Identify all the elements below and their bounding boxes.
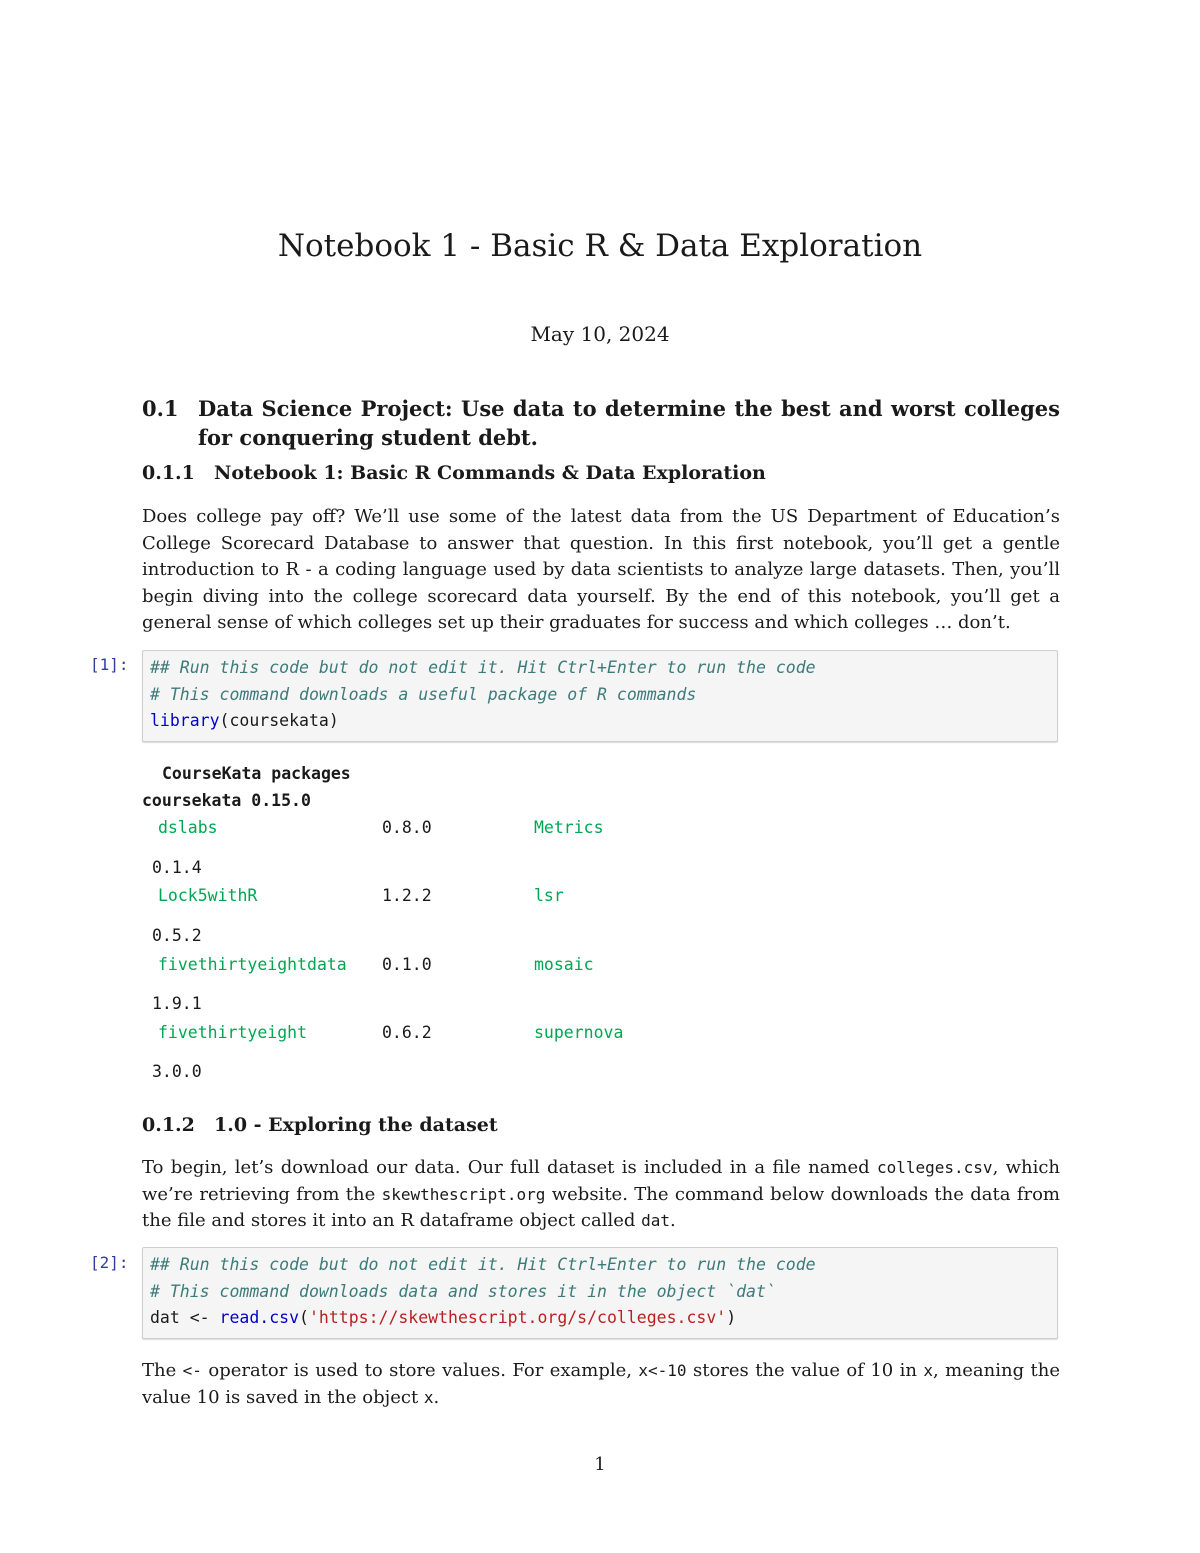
text: , meaning the value 10 is saved in the object xyxy=(142,1360,1060,1408)
section-number: 0.1 xyxy=(142,396,179,421)
package-name: Metrics xyxy=(534,818,604,837)
code-string: 'https://skewthescript.org/s/colleges.csv' xyxy=(308,1308,727,1328)
package-version: 0.1.0 xyxy=(382,955,432,974)
code-argument: (coursekata) xyxy=(219,711,339,731)
code-paren: ) xyxy=(726,1308,737,1328)
dataset-paragraph xyxy=(142,1155,1060,1235)
code-comment: # This command downloads a useful package of R commands xyxy=(150,684,697,704)
subsection-heading-2 xyxy=(142,1114,1060,1136)
cell-prompt: [1]: xyxy=(90,655,129,674)
package-name: lsr xyxy=(534,886,564,905)
code-comment: ## Run this code but do not edit it. Hit Ctrl+Enter to run the code xyxy=(150,1255,816,1274)
package-version: 0.8.0 xyxy=(382,818,432,837)
inline-code: x xyxy=(423,1387,434,1407)
code-function: read.csv xyxy=(219,1308,300,1328)
inline-code: x<-10 xyxy=(638,1361,687,1380)
inline-code: dat xyxy=(641,1211,671,1231)
document-title: Notebook 1 - Basic R & Data Exploration xyxy=(277,228,923,264)
code-function: library xyxy=(150,711,220,731)
package-version: 1.9.1 xyxy=(152,994,202,1013)
code-assignment: dat <- xyxy=(150,1308,220,1328)
code-paren: ( xyxy=(299,1308,309,1328)
package-version: 3.0.0 xyxy=(152,1062,202,1081)
text: . xyxy=(433,1386,440,1408)
output-version-line: coursekata 0.15.0 xyxy=(142,791,311,810)
section-title: Data Science Project: Use data to determine the best and worst colleges for conquering student debt. xyxy=(198,396,1060,450)
package-name: dslabs xyxy=(158,818,218,837)
code-comment: ## Run this code but do not edit it. Hit Ctrl+Enter to run the code xyxy=(150,658,816,677)
code-cell-1[interactable] xyxy=(142,650,1058,742)
text: , which we’re retrieving from the xyxy=(142,1157,1061,1205)
text: The xyxy=(142,1360,183,1381)
package-name: fivethirtyeight xyxy=(158,1023,308,1042)
package-name: Lock5withR xyxy=(158,886,258,905)
text: . xyxy=(670,1210,676,1232)
document-date: May 10, 2024 xyxy=(530,322,670,346)
inline-code: x xyxy=(923,1361,934,1380)
output-header: CourseKata packages xyxy=(162,764,351,783)
inline-code: <- xyxy=(182,1361,202,1380)
code-cell-2[interactable] xyxy=(142,1247,1058,1339)
subsection-number: 0.1.1 xyxy=(142,462,195,484)
text: website. The command below downloads the data from the file and stores it into an R dataframe object called xyxy=(142,1183,1060,1232)
package-version: 0.1.4 xyxy=(152,858,202,877)
package-version: 1.2.2 xyxy=(382,886,432,905)
inline-code: colleges.csv xyxy=(876,1158,993,1177)
text: stores the value of 10 in xyxy=(686,1360,924,1381)
package-version: 0.6.2 xyxy=(382,1023,432,1042)
subsection-number: 0.1.2 xyxy=(142,1114,195,1136)
text: To begin, let’s download our data. Our full dataset is included in a file named xyxy=(142,1157,877,1178)
operator-paragraph xyxy=(142,1358,1060,1411)
page-number: 1 xyxy=(594,1454,606,1475)
section-heading xyxy=(142,394,1060,452)
package-name: supernova xyxy=(534,1023,624,1042)
subsection-heading-1 xyxy=(142,462,1060,484)
text: operator is used to store values. For example, xyxy=(201,1360,639,1381)
package-name: fivethirtyeightdata xyxy=(158,955,347,974)
package-version: 0.5.2 xyxy=(152,926,202,945)
cell-prompt: [2]: xyxy=(90,1253,129,1272)
code-comment: # This command downloads data and stores it in the object `dat` xyxy=(150,1281,776,1301)
intro-paragraph: Does college pay off? We’ll use some of the latest data from the US Department of Education’s College Scorecard Database to answer that question. In this first notebook, you’ll get a gentle introduction to R - a coding language used by data scientists to analyze large datasets. Then, you’ll begin diving into the college scorecard data yourself. By the end of this notebook, you’ll get a general sense of which colleges set up their graduates for success and which colleges … don’t. xyxy=(142,506,1060,634)
subsection-title: Notebook 1: Basic R Commands & Data Exploration xyxy=(214,462,766,484)
subsection-title: 1.0 - Exploring the dataset xyxy=(214,1114,498,1136)
inline-code: skewthescript.org xyxy=(381,1184,546,1204)
package-name: mosaic xyxy=(534,955,594,974)
